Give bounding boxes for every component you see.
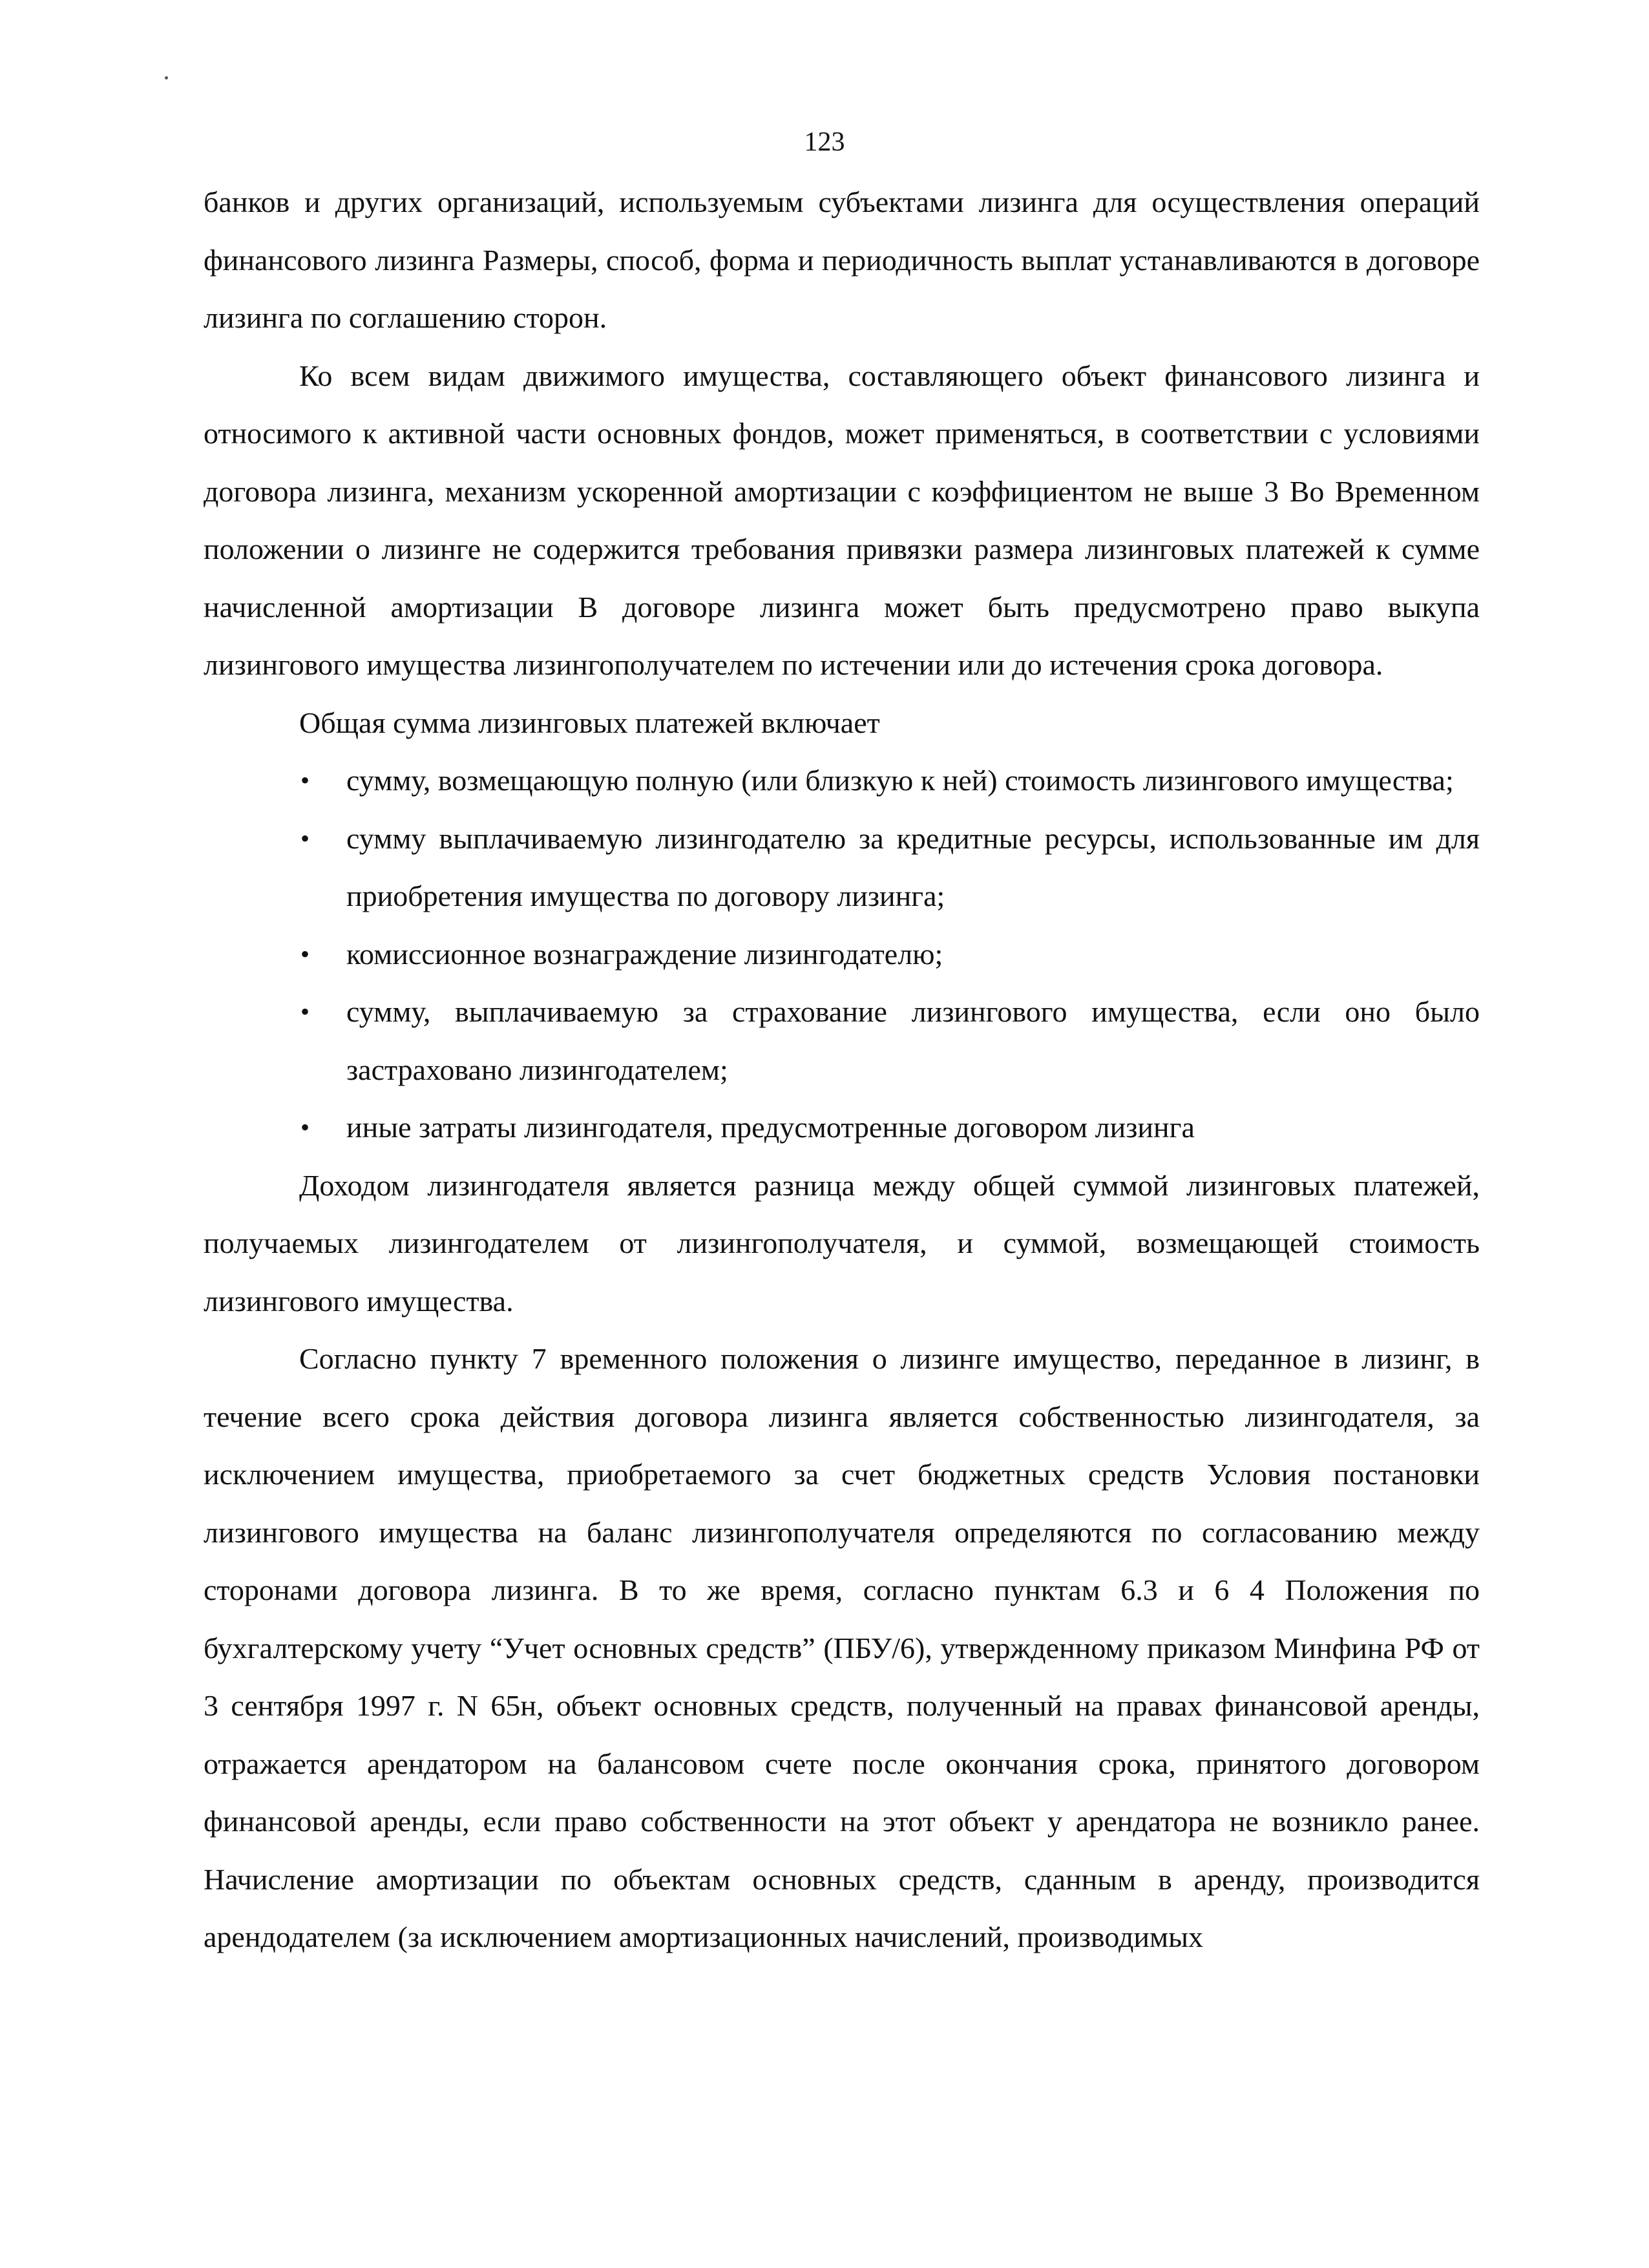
list-item-text: сумму, выплачиваемую за страхование лизингового имущества, если оно было застраховано лизингодателем; [346,995,1480,1086]
bullet-icon: • [300,823,310,853]
bullet-icon: • [300,1113,310,1142]
bullet-icon: • [300,766,310,795]
list-item [204,925,1480,983]
list-item-text: комиссионное вознаграждение лизингодателю; [346,937,943,971]
list-item-text: сумму выплачиваемую лизингодателю за кредитные ресурсы, использованные им для приобретения имущества по договору лизинга; [346,821,1480,912]
paragraph-ownership-and-amortization: Согласно пункту 7 временного положения о лизинге имущество, переданное в лизинг, в течение всего срока действия договора лизинга является собственностью лизингодателя, за исключением имущества, приобретаемого за счет бюджетных средств Условия постановки лизингового имущества на баланс лизингополучателя определяются по согласованию между сторонами договора лизинга. В то же время, согласно пунктам 6.3 и 6 4 Положения по бухгалтерскому учету “Учет основных средств” (ПБУ/6), утвержденному приказом Минфина РФ от 3 сентября 1997 г. N 65н, объект основных средств, полученный на правах финансовой аренды, отражается арендатором на балансовом счете после окончания срока, принятого договором финансовой аренды, если право собственности на этот объект у арендатора не возникло ранее. Начисление амортизации по объектам основных средств, сданным в аренду, производится арендодателем (за исключением амортизационных начислений, производимых [204,1342,1480,1953]
payments-list [204,751,1480,1157]
page-body [204,173,1480,1966]
list-item [204,983,1480,1098]
page-number: 123 [804,127,845,157]
bullet-icon: • [300,939,310,969]
list-item [204,1098,1480,1157]
paragraph-accelerated-amortization: Ко всем видам движимого имущества, составляющего объект финансового лизинга и относимого к активной части основных фондов, может применяться, в соответствии с условиями договора лизинга, механизм ускоренной амортизации с коэффициентом не выше 3 Во Временном положении о лизинге не содержится требования привязки размера лизинговых платежей к сумме начисленной амортизации В договоре лизинга может быть предусмотрено право выкупа лизингового имущества лизингополучателем по истечении или до истечения срока договора. [204,359,1480,681]
list-item-text: сумму, возмещающую полную (или близкую к ней) стоимость лизингового имущества; [346,764,1454,797]
list-item-text: иные затраты лизингодателя, предусмотренные договором лизинга [346,1111,1195,1144]
bullet-icon: • [300,997,310,1026]
paragraph-lessor-income: Доходом лизингодателя является разница между общей суммой лизинговых платежей, получаемых лизингодателем от лизингополучателя, и суммой, возмещающей стоимость лизингового имущества. [204,1168,1480,1318]
list-item [204,751,1480,810]
scan-speck [165,76,168,79]
list-intro: Общая сумма лизинговых платежей включает [299,706,880,739]
list-item [204,810,1480,925]
paragraph-continuation: банков и других организаций, используемым субъектами лизинга для осуществления операций финансового лизинга Размеры, способ, форма и периодичность выплат устанавливаются в договоре лизинга по соглашению сторон. [204,185,1480,334]
